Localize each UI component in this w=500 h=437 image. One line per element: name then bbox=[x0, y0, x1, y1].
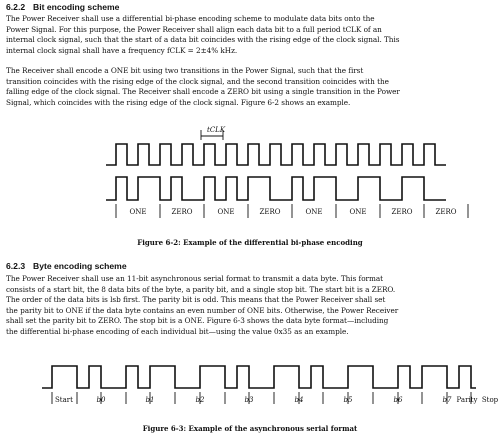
text-line: The Power Receiver shall use an 11-bit asynchronous serial format to transmit a data byte. This format bbox=[6, 274, 384, 283]
field-label-b1: b1 bbox=[145, 396, 155, 404]
field-label-start: Start bbox=[55, 396, 73, 404]
bit-label: ONE bbox=[349, 208, 367, 216]
bit-label: ONE bbox=[305, 208, 323, 216]
figure-6-3-diagram bbox=[6, 358, 499, 418]
text-line: the differential bi-phase encoding of each individual bit—using the value 0x35 as an example. bbox=[6, 326, 349, 336]
text-line: shall set the parity bit to ZERO. The stop bit is a ONE. Figure 6-3 shows the data byte format—including bbox=[6, 316, 389, 325]
tclk-label: tCLK bbox=[207, 126, 226, 134]
text-line: internal clock signal, such that the start of a data bit coincides with the rising edge of the clock signal. This bbox=[6, 35, 400, 44]
bit-label: ZERO bbox=[391, 208, 413, 216]
section-heading-6-2-2 bbox=[6, 2, 119, 13]
bit-label: ZERO bbox=[171, 208, 193, 216]
field-label-b6: b6 bbox=[393, 396, 403, 404]
text-line: internal clock signal shall have a frequency fCLK = 2±4% kHz. bbox=[6, 45, 238, 55]
serial-byte-waveform bbox=[42, 366, 476, 388]
paragraph-bit-encoding bbox=[6, 14, 494, 56]
bi-phase-data-waveform bbox=[106, 177, 446, 200]
text-line: falling edge of the clock signal. The Receiver shall encode a ZERO bit using a single transition in the Power bbox=[6, 87, 400, 96]
bit-label: ZERO bbox=[435, 208, 457, 216]
figure-6-2-caption: Figure 6-2: Example of the differential bi-phase encoding bbox=[137, 238, 363, 247]
clock-waveform bbox=[106, 144, 446, 165]
paragraph-byte-encoding bbox=[6, 274, 494, 337]
text-line: Power Signal. For this purpose, the Power Receiver shall align each data bit to a full period tCLK of an bbox=[6, 24, 382, 34]
field-label-b3: b3 bbox=[244, 396, 254, 404]
section-heading-6-2-3 bbox=[6, 261, 127, 272]
bit-label: ONE bbox=[129, 208, 147, 216]
field-label-b2: b2 bbox=[195, 396, 205, 404]
text-line: The Receiver shall encode a ONE bit using two transitions in the Power Signal, such that the first bbox=[6, 66, 364, 75]
bit-label: ZERO bbox=[259, 208, 281, 216]
figure-6-2-diagram bbox=[6, 110, 494, 220]
field-label-b5: b5 bbox=[343, 396, 353, 404]
text-line: consists of a start bit, the 8 data bits of the byte, a parity bit, and a single stop bit. The start bit is a ZERO. bbox=[6, 284, 396, 294]
text-line: The Power Receiver shall use a differential bi-phase encoding scheme to modulate data bits onto the bbox=[6, 14, 375, 23]
text-line: Signal, which coincides with the rising edge of the clock signal. Figure 6-2 shows an example. bbox=[6, 97, 351, 107]
text-line: transition coincides with the rising edge of the clock signal, and the second transition coincides with the bbox=[6, 76, 389, 86]
text-line: The order of the data bits is lsb first. The parity bit is odd. This means that the Power Receiver shall set bbox=[6, 295, 386, 304]
bit-label: ONE bbox=[217, 208, 235, 216]
field-label-b4: b4 bbox=[294, 396, 304, 404]
section-number: 6.2.3 bbox=[6, 261, 26, 271]
text-line: the parity bit to ONE if the data byte contains an even number of ONE bits. Otherwise, the Power Receiver bbox=[6, 305, 399, 315]
field-label-b7: b7 bbox=[442, 396, 452, 404]
field-label-b0: b0 bbox=[96, 396, 106, 404]
section-title: Byte encoding scheme bbox=[33, 261, 127, 271]
field-label-stop: Stop bbox=[481, 396, 499, 404]
section-title: Bit encoding scheme bbox=[33, 2, 120, 12]
paragraph-one-zero-encoding bbox=[6, 66, 494, 108]
figure-6-3-caption: Figure 6-3: Example of the asynchronous serial format bbox=[142, 424, 358, 433]
field-label-parity: Parity bbox=[456, 396, 478, 404]
section-number: 6.2.2 bbox=[6, 2, 26, 12]
